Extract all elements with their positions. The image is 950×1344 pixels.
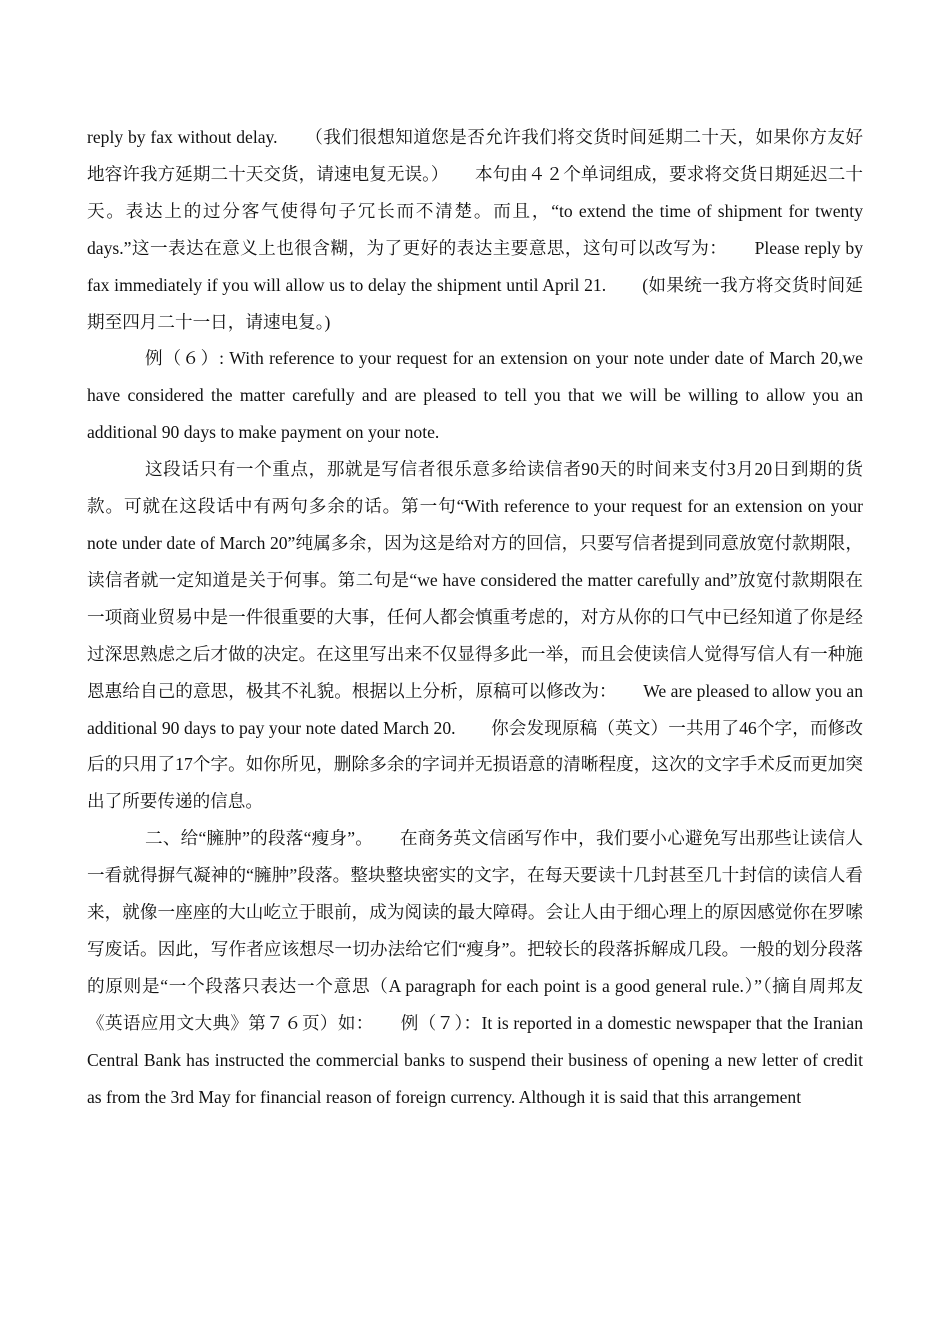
paragraph-section-2: 二、给“臃肿”的段落“瘦身”。 在商务英文信函写作中，我们要小心避免写出那些让读信人一看就得摒气凝神的“臃肿”段落。整块整块密实的文字，在每天要读十几封甚至几十封信的读信人看来，就像一座座的大山屹立于眼前，成为阅读的最大障碍。会让人由于细心理上的原因感觉你在罗嗦写废话。因此，写作者应该想尽一切办法给它们“瘦身”。把较长的段落拆解成几段。一般的划分段落的原则是“一个段落只表达一个意思（A paragraph for each point is a good general rule.）”（摘自周邦友《英语应用文大典》第７６页）如： 例（７）：It is reported in a domestic newspaper that the Iranian Central Bank has instructed the commercial banks to suspend their business of opening a new letter of credit as from the 3rd May for financial reason of foreign currency. Although it is said that this arrangement (87, 828, 863, 1107)
paragraph-example-6: 例（６）: With reference to your request for an extension on your note under date of March 20,we have considered the matter carefully and are pleased to tell you that we will be willing to allow you an additional 90 days to make payment on your note. (87, 348, 863, 443)
document-body (87, 119, 863, 1115)
paragraph-analysis: 这段话只有一个重点，那就是写信者很乐意多给读信者90天的时间来支付3月20日到期的货款。可就在这段话中有两句多余的话。第一句“With reference to your request for an extension on your note under date of March 20”纯属多余，因为这是给对方的回信，只要写信者提到同意放宽付款期限，读信者就一定知道是关于何事。第二句是“we have considered the matter carefully and”放宽付款期限在一项商业贸易中是一件很重要的大事，任何人都会慎重考虑的，对方从你的口气中已经知道了你是经过深思熟虑之后才做的决定。在这里写出来不仅显得多此一举，而且会使读信人觉得写信人有一种施恩惠给自己的意思，极其不礼貌。根据以上分析，原稿可以修改为： We are pleased to allow you an additional 90 days to pay your note dated March 20. 你会发现原稿（英文）一共用了46个字，而修改后的只用了17个字。如你所见，删除多余的字词并无损语意的清晰程度，这次的文字手术反而更加突出了所要传递的信息。 (87, 459, 863, 812)
paragraph-1: reply by fax without delay. （我们很想知道您是否允许我们将交货时间延期二十天，如果你方友好地容许我方延期二十天交货，请速电复无误。） 本句由４２个单词组成，要求将交货日期延迟二十天。表达上的过分客气使得句子冗长而不清楚。而且，“to extend the time of shipment for twenty days.”这一表达在意义上也很含糊，为了更好的表达主要意思，这句可以改写为： Please reply by fax immediately if you will allow us to delay the shipment until April 21. (如果统一我方将交货时间延期至四月二十一日，请速电复。) (87, 127, 863, 332)
